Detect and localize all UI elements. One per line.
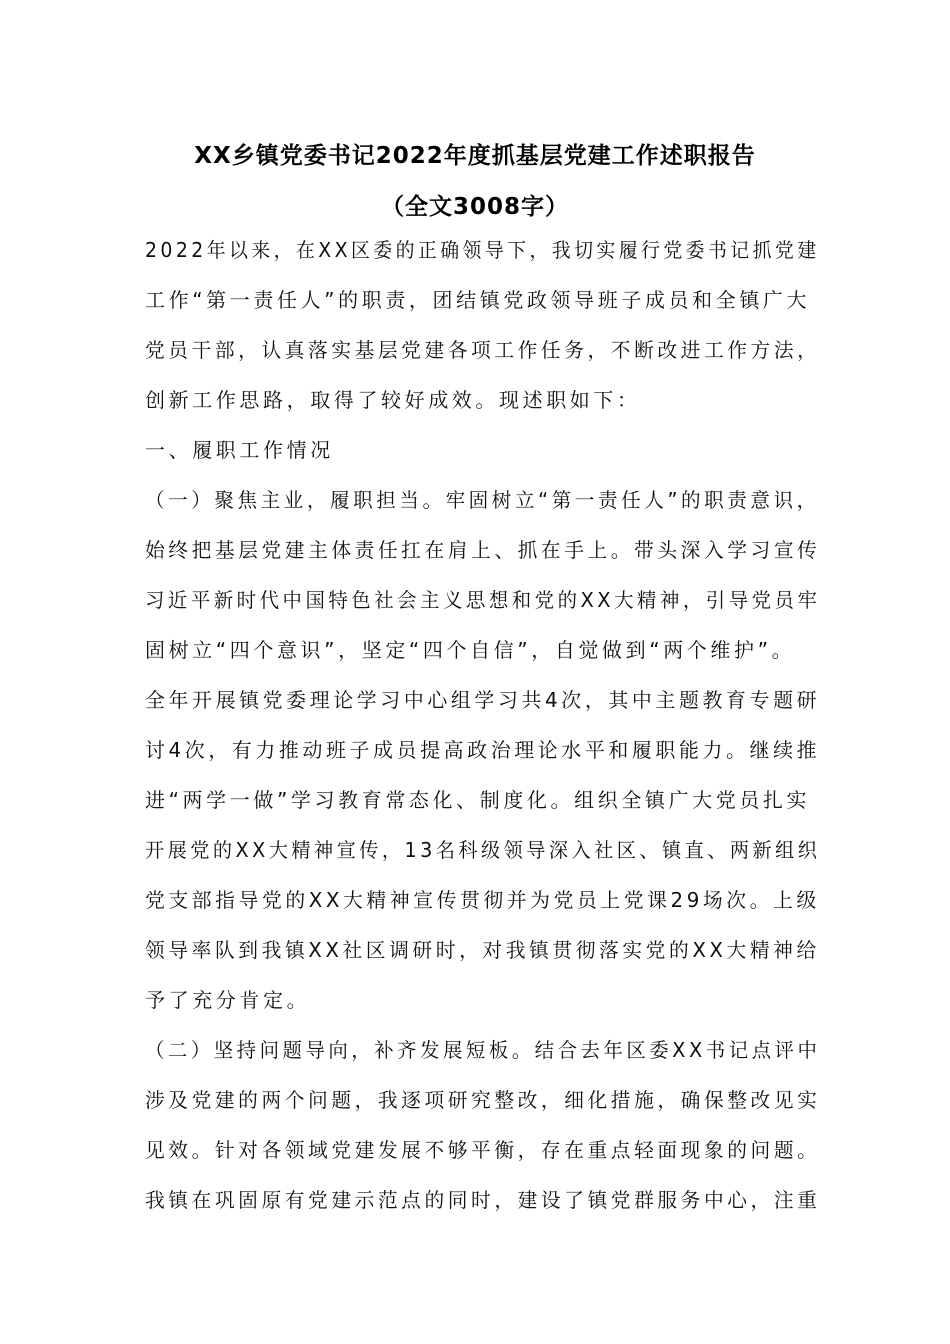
section-heading: 一、履职工作情况 (145, 438, 334, 462)
body-line: 党员干部，认真落实基层党建各项工作任务，不断改进工作方法， (145, 338, 821, 362)
body-line: 党支部指导党的XX大精神宣传贯彻并为党员上党课29场次。上级 (145, 888, 820, 912)
body-line: 开展党的XX大精神宣传，13名科级领导深入社区、镇直、两新组织 (145, 838, 821, 862)
body-line: 进“两学一做”学习教育常态化、制度化。组织全镇广大党员扎实 (145, 788, 811, 812)
body-line: （二）坚持问题导向，补齐发展短板。结合去年区委XX书记点评中 (145, 1038, 821, 1062)
body-line: （一）聚焦主业，履职担当。牢固树立“第一责任人”的职责意识， (145, 488, 820, 512)
body-line: 讨4次，有力推动班子成员提高政治理论水平和履职能力。继续推 (145, 738, 821, 762)
document-title: XX乡镇党委书记2022年度抓基层党建工作述职报告 (194, 143, 756, 169)
body-line: 始终把基层党建主体责任扛在肩上、抓在手上。带头深入学习宣传 (145, 538, 821, 562)
body-line: 全年开展镇党委理论学习中心组学习共4次，其中主题教育专题研 (145, 688, 821, 712)
body-line: 见效。针对各领域党建发展不够平衡，存在重点轻面现象的问题。 (145, 1138, 821, 1162)
body-line: 我镇在巩固原有党建示范点的同时，建设了镇党群服务中心，注重 (145, 1188, 821, 1212)
document-subtitle: （全文3008字） (380, 194, 569, 220)
body-line: 2022年以来，在XX区委的正确领导下，我切实履行党委书记抓党建 (145, 238, 820, 262)
body-line: 领导率队到我镇XX社区调研时，对我镇贯彻落实党的XX大精神给 (145, 938, 820, 962)
body-line: 习近平新时代中国特色社会主义思想和党的XX大精神，引导党员牢 (145, 588, 821, 612)
body-line: 予了充分肯定。 (145, 988, 311, 1012)
body-line: 工作“第一责任人”的职责，团结镇党政领导班子成员和全镇广大 (145, 288, 811, 312)
body-line: 创新工作思路，取得了较好成效。现述职如下： (145, 388, 641, 412)
body-line: 固树立“四个意识”，坚定“四个自信”，自觉做到“两个维护”。 (145, 638, 796, 662)
body-line: 涉及党建的两个问题，我逐项研究整改，细化措施，确保整改见实 (145, 1088, 821, 1112)
